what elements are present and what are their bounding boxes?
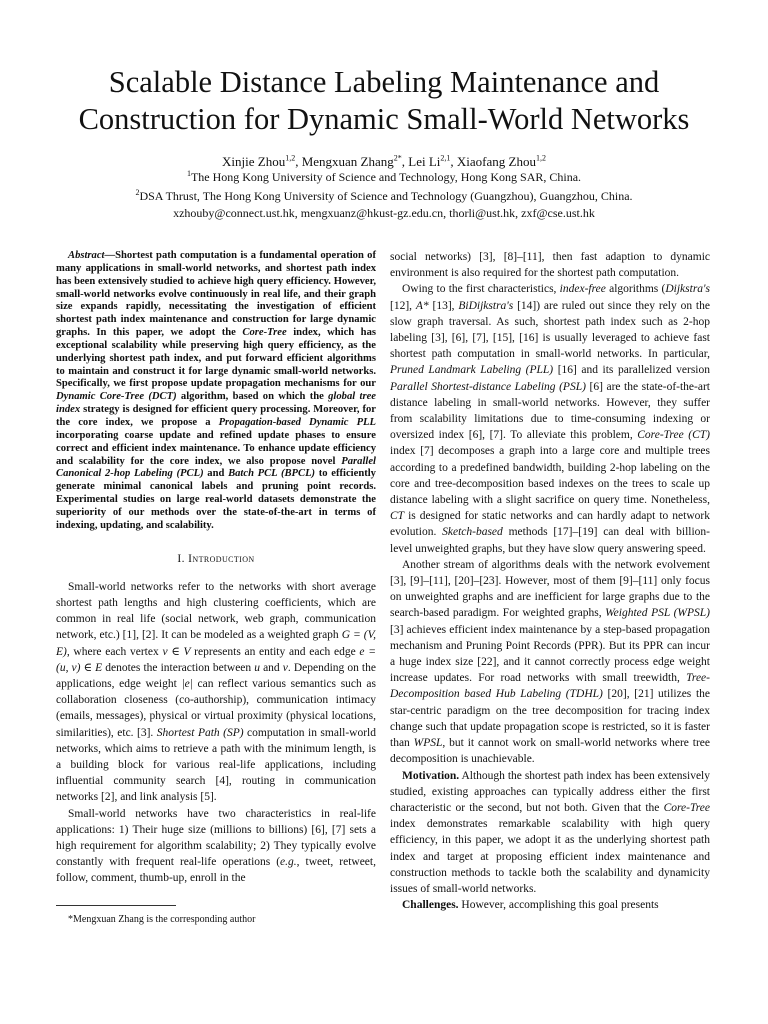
abstract-term: Batch PCL (BPCL) bbox=[228, 468, 316, 480]
body-text: can reflect various semantics such as collaboration closeness (co-authorship), communication intimacy (emails, messages), physical or virtual proximity (physical locations, similarities), etc. [3]. bbox=[56, 677, 377, 739]
term: Pruned Landmark Labeling (PLL) bbox=[390, 364, 554, 377]
abstract-text: algorithm, based on which the bbox=[176, 391, 329, 403]
abstract-text: strategy is designed for efficient query processing. Moreover, for the core index, we propose a bbox=[56, 404, 376, 428]
body-text: computation in small-world networks, which aims to retrieve a path with the minimum length, is a building block for various real-life applications, including influential community search [4], routing in communication networks [2], and link analysis [5]. bbox=[56, 726, 376, 804]
section-heading-introduction: I. Introduction bbox=[177, 552, 255, 565]
affil-marker: 1 bbox=[186, 169, 191, 178]
abstract-term: Propagation-based Dynamic PLL bbox=[218, 416, 376, 428]
body-text: [6] are the state-of-the-art distance labeling in small-world networks. However, they suffer from scalability limitations due to time-consuming indexing or oversized index [6], [7]. To alleviate this problem, bbox=[390, 380, 710, 442]
footnote: *Mengxuan Zhang is the corresponding author bbox=[68, 914, 256, 925]
affiliation-text: DSA Thrust, The Hong Kong University of Science and Technology (Guangzhou), Guangzhou, China. bbox=[139, 189, 633, 203]
term: Parallel Shortest-distance Labeling (PSL) bbox=[390, 380, 586, 393]
body-text: [12], bbox=[390, 299, 416, 312]
abstract bbox=[56, 250, 376, 533]
abstract-text: index, which has exceptional scalability while preserving high query efficiency, as the underlying shortest path index, and put forward efficient algorithms to maintain and construct it for large dynamic small-world networks. Specifically, we first propose update propagation mechanisms for our bbox=[56, 327, 376, 390]
body-text: [14]) are ruled out since they rely on the slow graph traversal. As such, shortest path index such as 2-hop labeling [3], [6], [7], [15], [16] is usually leveraged to achieve fast shortest path computation in small-world networks. In particular, bbox=[390, 299, 710, 361]
term: e.g. bbox=[280, 856, 297, 869]
body-text: [13], bbox=[428, 299, 459, 312]
abstract-term: Dynamic Core-Tree (DCT) bbox=[56, 391, 177, 403]
intro-paragraph-2 bbox=[56, 806, 376, 887]
author-affil-marker: 1,2 bbox=[285, 153, 296, 163]
body-text: , but it cannot work on small-world networks where tree decomposition is unachievable. bbox=[390, 737, 710, 766]
term: Sketch-based bbox=[442, 526, 503, 539]
affiliation-text: The Hong Kong University of Science and Technology, Hong Kong SAR, China. bbox=[190, 170, 582, 184]
body-text: represents an entity and each edge bbox=[190, 645, 360, 658]
term: Weighted PSL (WPSL) bbox=[605, 607, 710, 620]
body-text: Small-world networks have two characteristics in real-life applications: 1) Their huge size (millions to billions) [6], [7] sets a high requirement for algorithm scalability; 2) They typically evolve constantly with frequent real-life operations ( bbox=[56, 807, 376, 869]
paper-title: Scalable Distance Labeling Maintenance and Construction for Dynamic Small-World Networks bbox=[78, 65, 690, 136]
author-affil-marker: 2* bbox=[393, 153, 402, 163]
abstract-label: Abstract bbox=[68, 250, 105, 261]
body-text: [16] and its parallelized version bbox=[553, 364, 710, 377]
math-inline: e = (u, v) ∈ E bbox=[56, 645, 376, 674]
body-text: index [7] decomposes a graph into a large core and multiple trees according to a predefined bandwidth, building 2-hop labeling on the core and tree-decomposition based indexes on the trees to scale up distance labeling with a slight sacrifice on query time. Nonetheless, bbox=[390, 445, 710, 507]
body-paragraph-cont: social networks) [3], [8]–[11], then fast adaption to dynamic environment is also required for the shortest path computation. bbox=[390, 251, 710, 280]
term: Core-Tree (CT) bbox=[637, 429, 710, 442]
body-paragraph-motivation bbox=[390, 768, 710, 898]
body-text: However, accomplishing this goal presents bbox=[458, 899, 659, 912]
author-affil-marker: 1,2 bbox=[535, 153, 546, 163]
term: Tree-Decomposition based Hub Labeling (TDHL) bbox=[390, 672, 710, 701]
term: index-free bbox=[559, 283, 606, 296]
body-paragraph-index bbox=[390, 281, 710, 556]
author-name: Xinjie Zhou bbox=[222, 154, 286, 169]
body-text: , where each vertex bbox=[66, 645, 163, 658]
abstract-text: —Shortest path computation is a fundamental operation of many applications in small-world networks, and shortest path index has been extensively studied to achieve high query efficiency. However, small-world networks evolve continuously in real life, and their graph size expands rapidly, necessitating the investigation of efficient shortest path index maintenance and construction for large dynamic graphs. In this paper, we adopt the bbox=[56, 250, 376, 339]
body-text: [3] achieves efficient index maintenance by a step-based propagation mechanism and Pruning Point Records (PPR). But its PPR can incur a huge index size [22], and it cannot correctly process edge weight increase updates. For road networks with small treewidth, bbox=[390, 623, 710, 685]
abstract-text: incorporating coarse update and refined update phases to ensure correct and efficient index maintenance. To enhance update efficiency and scalability for the core index, we also propose novel bbox=[56, 429, 376, 467]
abstract-text: and bbox=[203, 468, 229, 480]
affiliation-1 bbox=[40, 169, 728, 185]
abstract-term: global tree index bbox=[56, 391, 376, 416]
affiliation-2 bbox=[40, 188, 728, 204]
author-affil-marker: 2,1 bbox=[440, 153, 451, 163]
body-text: , tweet, retweet, follow, comment, thumb-up, enroll in the bbox=[56, 856, 376, 885]
body-text: Although the shortest path index has been extensively studied, existing approaches can typically address either the first characteristic or the second, but not both. Given that the bbox=[390, 769, 710, 814]
left-column bbox=[56, 250, 376, 887]
footnote-divider bbox=[56, 905, 176, 906]
term: Core-Tree bbox=[663, 801, 710, 814]
author-name: Mengxuan Zhang bbox=[301, 154, 394, 169]
math-inline: G = (V, E) bbox=[56, 629, 376, 658]
body-text: Another stream of algorithms deals with the network evolvement [3], [9]–[11], [20]–[23]. However, most of them [9]–[11] only focus on unweighted graphs and are inefficient for large graphs due to the search-based paradigm. For weighted graphs, bbox=[390, 558, 710, 620]
author-name: Lei Li bbox=[408, 154, 441, 169]
body-paragraph-challenges bbox=[390, 897, 710, 913]
term: WPSL bbox=[413, 737, 443, 750]
run-in-heading: Challenges. bbox=[402, 899, 459, 912]
author-list: Xinjie Zhou$^{1,2}$, Mengxuan Zhang$^{2*}$, Lei Li$^{2,1}$, Xiaofang Zhou$^{1,2}$ bbox=[222, 153, 546, 169]
body-text: algorithms ( bbox=[605, 283, 666, 296]
math-inline: v bbox=[282, 661, 288, 674]
term: CT bbox=[390, 510, 405, 523]
abstract-term: Parallel Canonical 2-hop Labeling (PCL) bbox=[56, 455, 376, 480]
body-text: methods [17]–[19] can deal with billion-level unweighted graphs, but they have slow query answering speed. bbox=[390, 526, 710, 555]
intro-paragraph-1 bbox=[56, 579, 376, 806]
body-text: . Depending on the applications, edge weight bbox=[56, 661, 376, 690]
body-text: is designed for static networks and can hardly adapt to network evolution. bbox=[390, 510, 710, 539]
author-name: Xiaofang Zhou bbox=[456, 154, 536, 169]
right-column bbox=[390, 249, 710, 913]
body-paragraph-dynamic bbox=[390, 557, 710, 768]
term: BiDijkstra's bbox=[458, 299, 514, 312]
body-text: denotes the interaction between bbox=[102, 661, 255, 674]
run-in-heading: Motivation. bbox=[402, 769, 460, 782]
math-inline: |e| bbox=[181, 677, 193, 690]
math-inline: u bbox=[254, 661, 260, 674]
body-text: Owing to the first characteristics, bbox=[402, 283, 560, 296]
body-text: Small-world networks refer to the networks with short average shortest path lengths and high clustering coefficients, which are common in real life (social network, web graph, communication network, etc.) [1], [2]. It can be modeled as a weighted graph bbox=[56, 580, 376, 642]
body-text: [20], [21] utilizes the star-centric paradigm on the tree decomposition for tracing index change such that update propagation scope is restricted, so it is faster than bbox=[390, 688, 710, 750]
author-emails: xzhouby@connect.ust.hk, mengxuanz@hkust-gz.edu.cn, thorli@ust.hk, zxf@cse.ust.hk bbox=[173, 206, 595, 220]
term: Dijkstra's bbox=[665, 283, 710, 296]
term: A* bbox=[415, 299, 429, 312]
body-text: index demonstrates remarkable scalability with high query efficiency, in this paper, we adopt it as the underlying shortest path index and target at proposing efficient index maintenance and construction methods to tackle both the scalability and dynamicity issues of small-world networks. bbox=[390, 818, 710, 895]
term: Shortest Path (SP) bbox=[156, 726, 244, 739]
body-text: and bbox=[259, 661, 283, 674]
affil-marker: 2 bbox=[135, 188, 140, 197]
abstract-term: Core-Tree bbox=[242, 327, 287, 339]
abstract-text: to efficiently generate minimal canonical labels and pruning point records. Experimental studies on large real-world datasets demonstrate the superiority of our methods over the state-of-the-art in terms of indexing, updating, and scalability. bbox=[56, 468, 376, 531]
math-inline: v ∈ V bbox=[162, 645, 191, 658]
